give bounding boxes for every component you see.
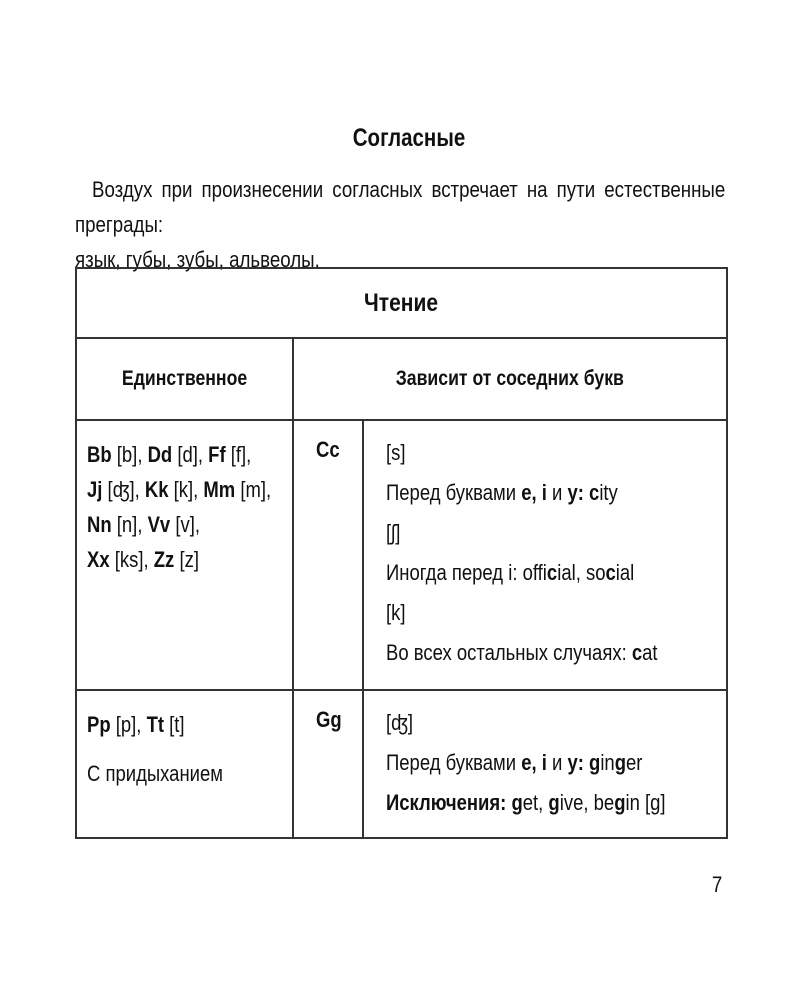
text: [n],: [111, 512, 148, 537]
text: [k]: [386, 600, 406, 625]
letter-line: [87, 472, 271, 507]
text: ial, so: [557, 560, 606, 585]
rules-list: [386, 703, 666, 823]
rule-line: [386, 633, 658, 673]
single-letters-list: [87, 437, 271, 577]
text: in [g]: [625, 790, 666, 815]
letter-gg: Gg: [316, 707, 342, 732]
text: [ʤ],: [102, 477, 145, 502]
table-row: [76, 690, 727, 838]
rule-line: [386, 553, 658, 593]
bold-text: g: [614, 750, 627, 775]
bold-text: c: [605, 560, 616, 585]
text: [z]: [174, 547, 199, 572]
text: [d],: [172, 442, 209, 467]
text: Во всех остальных случаях:: [386, 640, 632, 665]
rule-line: [386, 783, 666, 823]
table-header: [76, 268, 727, 338]
letter-cell: [293, 690, 363, 838]
table-row: [76, 420, 727, 690]
column-header-depends: [293, 338, 727, 420]
text: ity: [599, 480, 618, 505]
text: [f],: [225, 442, 252, 467]
text: in: [600, 750, 615, 775]
aspiration-note: С придыханием: [87, 761, 223, 786]
bold-text: Nn: [87, 512, 112, 537]
text: [v],: [170, 512, 200, 537]
rules-list: [386, 433, 658, 673]
letter-cc: Cc: [316, 437, 340, 462]
text: ial: [615, 560, 635, 585]
bold-text: c: [631, 640, 643, 665]
bold-text: Kk: [144, 477, 169, 502]
bold-text: Zz: [153, 547, 175, 572]
text: [ʃ]: [386, 520, 401, 545]
bold-text: Tt: [146, 712, 165, 737]
bold-text: Vv: [147, 512, 171, 537]
bold-text: y: g: [567, 750, 601, 775]
text: и: [546, 750, 568, 775]
text: Перед буквами: [386, 480, 522, 505]
bold-text: e, i: [521, 750, 547, 775]
page-title: Согласные: [352, 124, 466, 152]
bold-text: Xx: [87, 547, 110, 572]
bold-text: Pp: [87, 712, 111, 737]
bold-text: Исключения: g: [386, 790, 523, 815]
text: at: [642, 640, 658, 665]
intro-paragraph: [75, 172, 725, 277]
intro-line-1: Воздух при произнесении согласных встречает на пути естественные преграды:: [75, 177, 726, 237]
bold-text: Ff: [208, 442, 226, 467]
letter-line: [87, 437, 271, 472]
rule-line: [386, 703, 666, 743]
letter-line: [87, 507, 271, 542]
text: er: [626, 750, 643, 775]
single-letters-cell: [76, 420, 293, 690]
text: [t]: [164, 712, 185, 737]
reading-rules-table: [75, 267, 728, 839]
text: [s]: [386, 440, 406, 465]
bold-text: Jj: [87, 477, 103, 502]
column-header-single: [76, 338, 293, 420]
text: [p],: [110, 712, 147, 737]
intro-line-2: язык, губы, зубы, альвеолы.: [75, 247, 320, 272]
rule-line: [386, 513, 658, 553]
rule-line: [386, 433, 658, 473]
text: [k],: [168, 477, 204, 502]
text: [ʤ]: [386, 710, 414, 735]
text: Перед буквами: [386, 750, 522, 775]
column-header-single-label: Единственное: [121, 367, 248, 390]
text: [m],: [235, 477, 272, 502]
bold-text: Dd: [147, 442, 173, 467]
rule-line: [386, 473, 658, 513]
single-letters-cell: [76, 690, 293, 838]
bold-text: g: [614, 790, 626, 815]
letter-line: [87, 542, 271, 577]
column-header-depends-label: Зависит от соседних букв: [395, 367, 625, 390]
text: [ks],: [109, 547, 154, 572]
bold-text: Bb: [87, 442, 112, 467]
bold-text: Mm: [203, 477, 236, 502]
rule-line: [386, 593, 658, 633]
bold-text: y: c: [567, 480, 600, 505]
text: и: [546, 480, 568, 505]
text: ive, be: [559, 790, 615, 815]
text: [b],: [111, 442, 148, 467]
text: Иногда перед i: offi: [386, 560, 547, 585]
rules-cell: [363, 690, 727, 838]
rule-line: [386, 743, 666, 783]
text: et,: [522, 790, 549, 815]
letter-line: [87, 707, 185, 742]
single-letters-list: [87, 707, 185, 742]
bold-text: c: [546, 560, 558, 585]
bold-text: e, i: [521, 480, 547, 505]
table-header-label: Чтение: [364, 288, 439, 317]
rules-cell: [363, 420, 727, 690]
bold-text: g: [548, 790, 560, 815]
page-number: 7: [711, 872, 722, 897]
